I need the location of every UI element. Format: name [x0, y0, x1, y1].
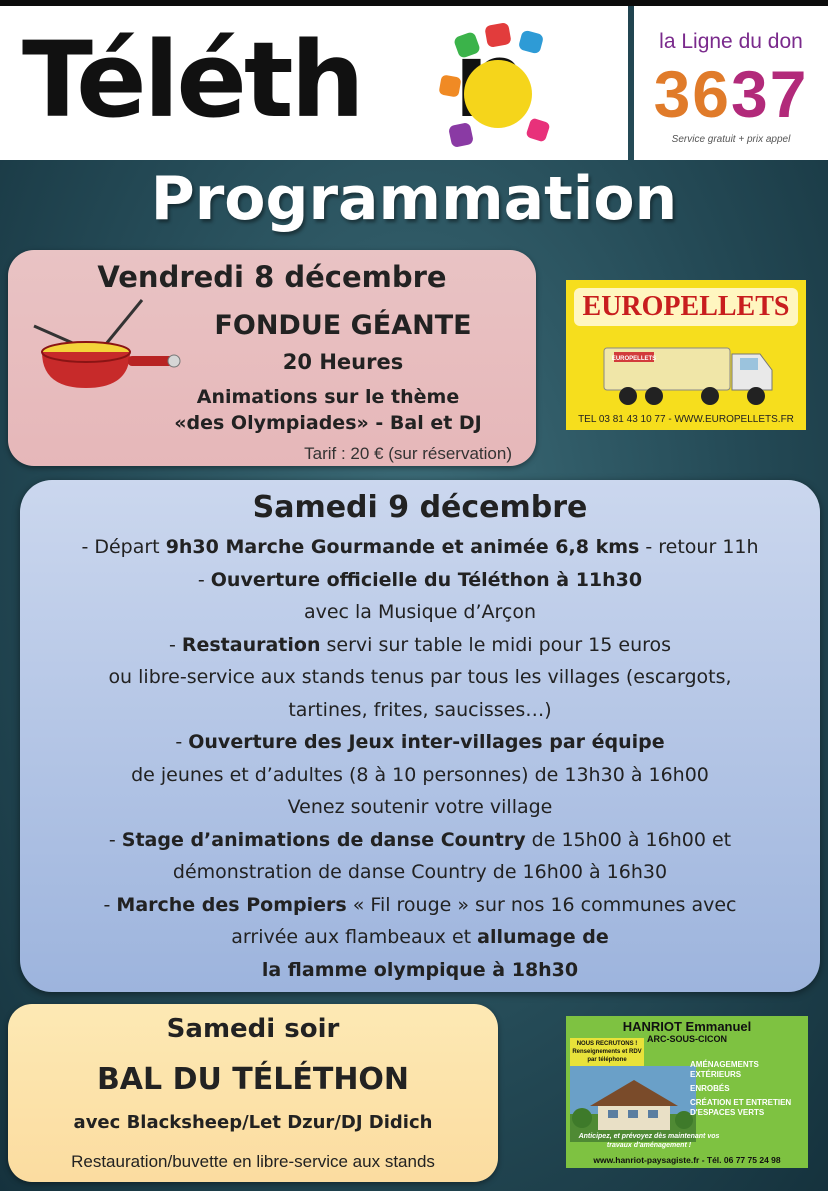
hanriot-ad	[566, 1016, 808, 1168]
europellets-ad	[566, 280, 806, 430]
hanriot-tagline: Anticipez, et prévoyez dès maintenant vos travaux d'aménagement !	[578, 1133, 720, 1149]
evening-bands: avec Blacksheep/Let Dzur/DJ Didich	[73, 1112, 433, 1133]
hanriot-service-1: AMÉNAGEMENTS EXTÉRIEURS	[690, 1060, 759, 1079]
saturday-line-text: arrivée aux flambeaux et	[231, 926, 478, 948]
saturday-heading: Samedi 9 décembre	[252, 490, 588, 525]
saturday-line-text: -	[168, 633, 182, 656]
saturday-line-text: -	[108, 828, 122, 851]
saturday-line-bold: Restauration	[181, 633, 321, 656]
saturday-line-bold: Marche des Pompiers	[116, 893, 347, 916]
saturday-line-text: tartines, frites, saucisses…)	[288, 698, 552, 721]
page-title: Programmation	[150, 164, 678, 234]
don-label: la Ligne du don	[659, 30, 803, 53]
saturday-line	[20, 926, 820, 948]
house-photo-icon	[570, 1066, 696, 1142]
saturday-line-text: -	[175, 731, 189, 753]
friday-heading: Vendredi 8 décembre	[97, 260, 447, 294]
saturday-line	[20, 894, 820, 916]
saturday-line-text: - Départ	[81, 536, 166, 558]
telethon-sun-icon	[436, 16, 556, 156]
europellets-contact: TEL 03 81 43 10 77 - WWW.EUROPELLETS.FR	[578, 414, 794, 425]
hanriot-name: HANRIOT Emmanuel	[622, 1019, 752, 1034]
saturday-line-text: de 15h00 à 16h00 et	[525, 828, 732, 851]
saturday-line	[20, 764, 820, 786]
evening-heading: Samedi soir	[166, 1014, 340, 1044]
saturday-line	[20, 601, 820, 623]
friday-event: FONDUE GÉANTE	[214, 310, 472, 341]
friday-price: Tarif : 20 € (sur réservation)	[304, 444, 512, 463]
hanriot-recruit-badge: NOUS RECRUTONS ! Renseignements et RDV par téléphone	[570, 1038, 644, 1066]
truck-brand-text: EUROPELLETS	[611, 356, 657, 362]
don-number-part-a: 36	[653, 57, 731, 131]
saturday-line	[20, 861, 820, 883]
evening-card	[8, 1004, 498, 1182]
telethon-logo	[0, 6, 628, 160]
saturday-line	[20, 699, 820, 721]
ligne-du-don-logo	[634, 6, 828, 160]
saturday-line-text: ou libre-service aux stands tenus par tous les villages (escargots,	[108, 666, 732, 688]
logo-text-left: Téléth	[22, 19, 362, 141]
saturday-line	[20, 829, 820, 851]
friday-animations-line2: «des Olympiades» - Bal et DJ	[174, 412, 482, 434]
saturday-line	[20, 796, 820, 818]
saturday-line-bold: allumage de	[477, 926, 609, 948]
don-number	[634, 56, 828, 132]
friday-time: 20 Heures	[282, 350, 404, 374]
saturday-line-text: Venez soutenir votre village	[287, 796, 553, 818]
don-number-part-b: 37	[731, 57, 809, 131]
hanriot-service-2: ENROBÉS	[690, 1084, 730, 1093]
hanriot-website-phone: www.hanriot-paysagiste.fr - Tél. 06 77 75 24 98	[593, 1155, 781, 1165]
friday-animations-line1: Animations sur le thème	[196, 386, 460, 408]
saturday-line-text: -	[103, 893, 117, 916]
saturday-line-text: servi sur table le midi pour 15 euros	[320, 633, 672, 656]
saturday-line-bold: Ouverture des Jeux inter-villages par équipe	[188, 731, 665, 753]
saturday-line-text: de jeunes et d’adultes (8 à 10 personnes) de 13h30 à 16h00	[131, 763, 709, 786]
saturday-line-bold: la flamme olympique à 18h30	[261, 958, 579, 981]
saturday-line	[20, 959, 820, 981]
saturday-line-text: « Fil rouge » sur nos 16 communes avec	[346, 893, 737, 916]
hanriot-city: ARC-SOUS-CICON	[647, 1034, 727, 1044]
hanriot-service-3: CRÉATION ET ENTRETIEN D'ESPACES VERTS	[690, 1098, 792, 1117]
saturday-line-bold: Stage d’animations de danse Country	[121, 828, 526, 851]
evening-event: BAL DU TÉLÉTHON	[96, 1062, 410, 1097]
saturday-line-text: - retour 11h	[639, 536, 759, 558]
saturday-line	[20, 536, 820, 558]
evening-food: Restauration/buvette en libre-service aux stands	[71, 1152, 435, 1171]
saturday-line-bold: 9h30 Marche Gourmande et animée 6,8 kms	[165, 536, 640, 558]
saturday-line-text: avec la Musique d’Arçon	[303, 601, 537, 623]
saturday-line-text: -	[197, 568, 211, 591]
saturday-line	[20, 569, 820, 591]
saturday-line	[20, 666, 820, 688]
friday-card	[8, 250, 536, 466]
hanriot-services	[690, 1060, 806, 1122]
saturday-line	[20, 731, 820, 753]
saturday-line	[20, 634, 820, 656]
saturday-line-bold: Ouverture officielle du Téléthon à 11h30	[210, 568, 643, 591]
don-note: Service gratuit + prix appel	[671, 134, 791, 145]
saturday-card	[20, 480, 820, 992]
pellet-truck-icon	[600, 334, 780, 410]
europellets-brand: EUROPELLETS	[574, 288, 798, 326]
saturday-line-text: démonstration de danse Country de 16h00 à 16h30	[172, 861, 668, 883]
